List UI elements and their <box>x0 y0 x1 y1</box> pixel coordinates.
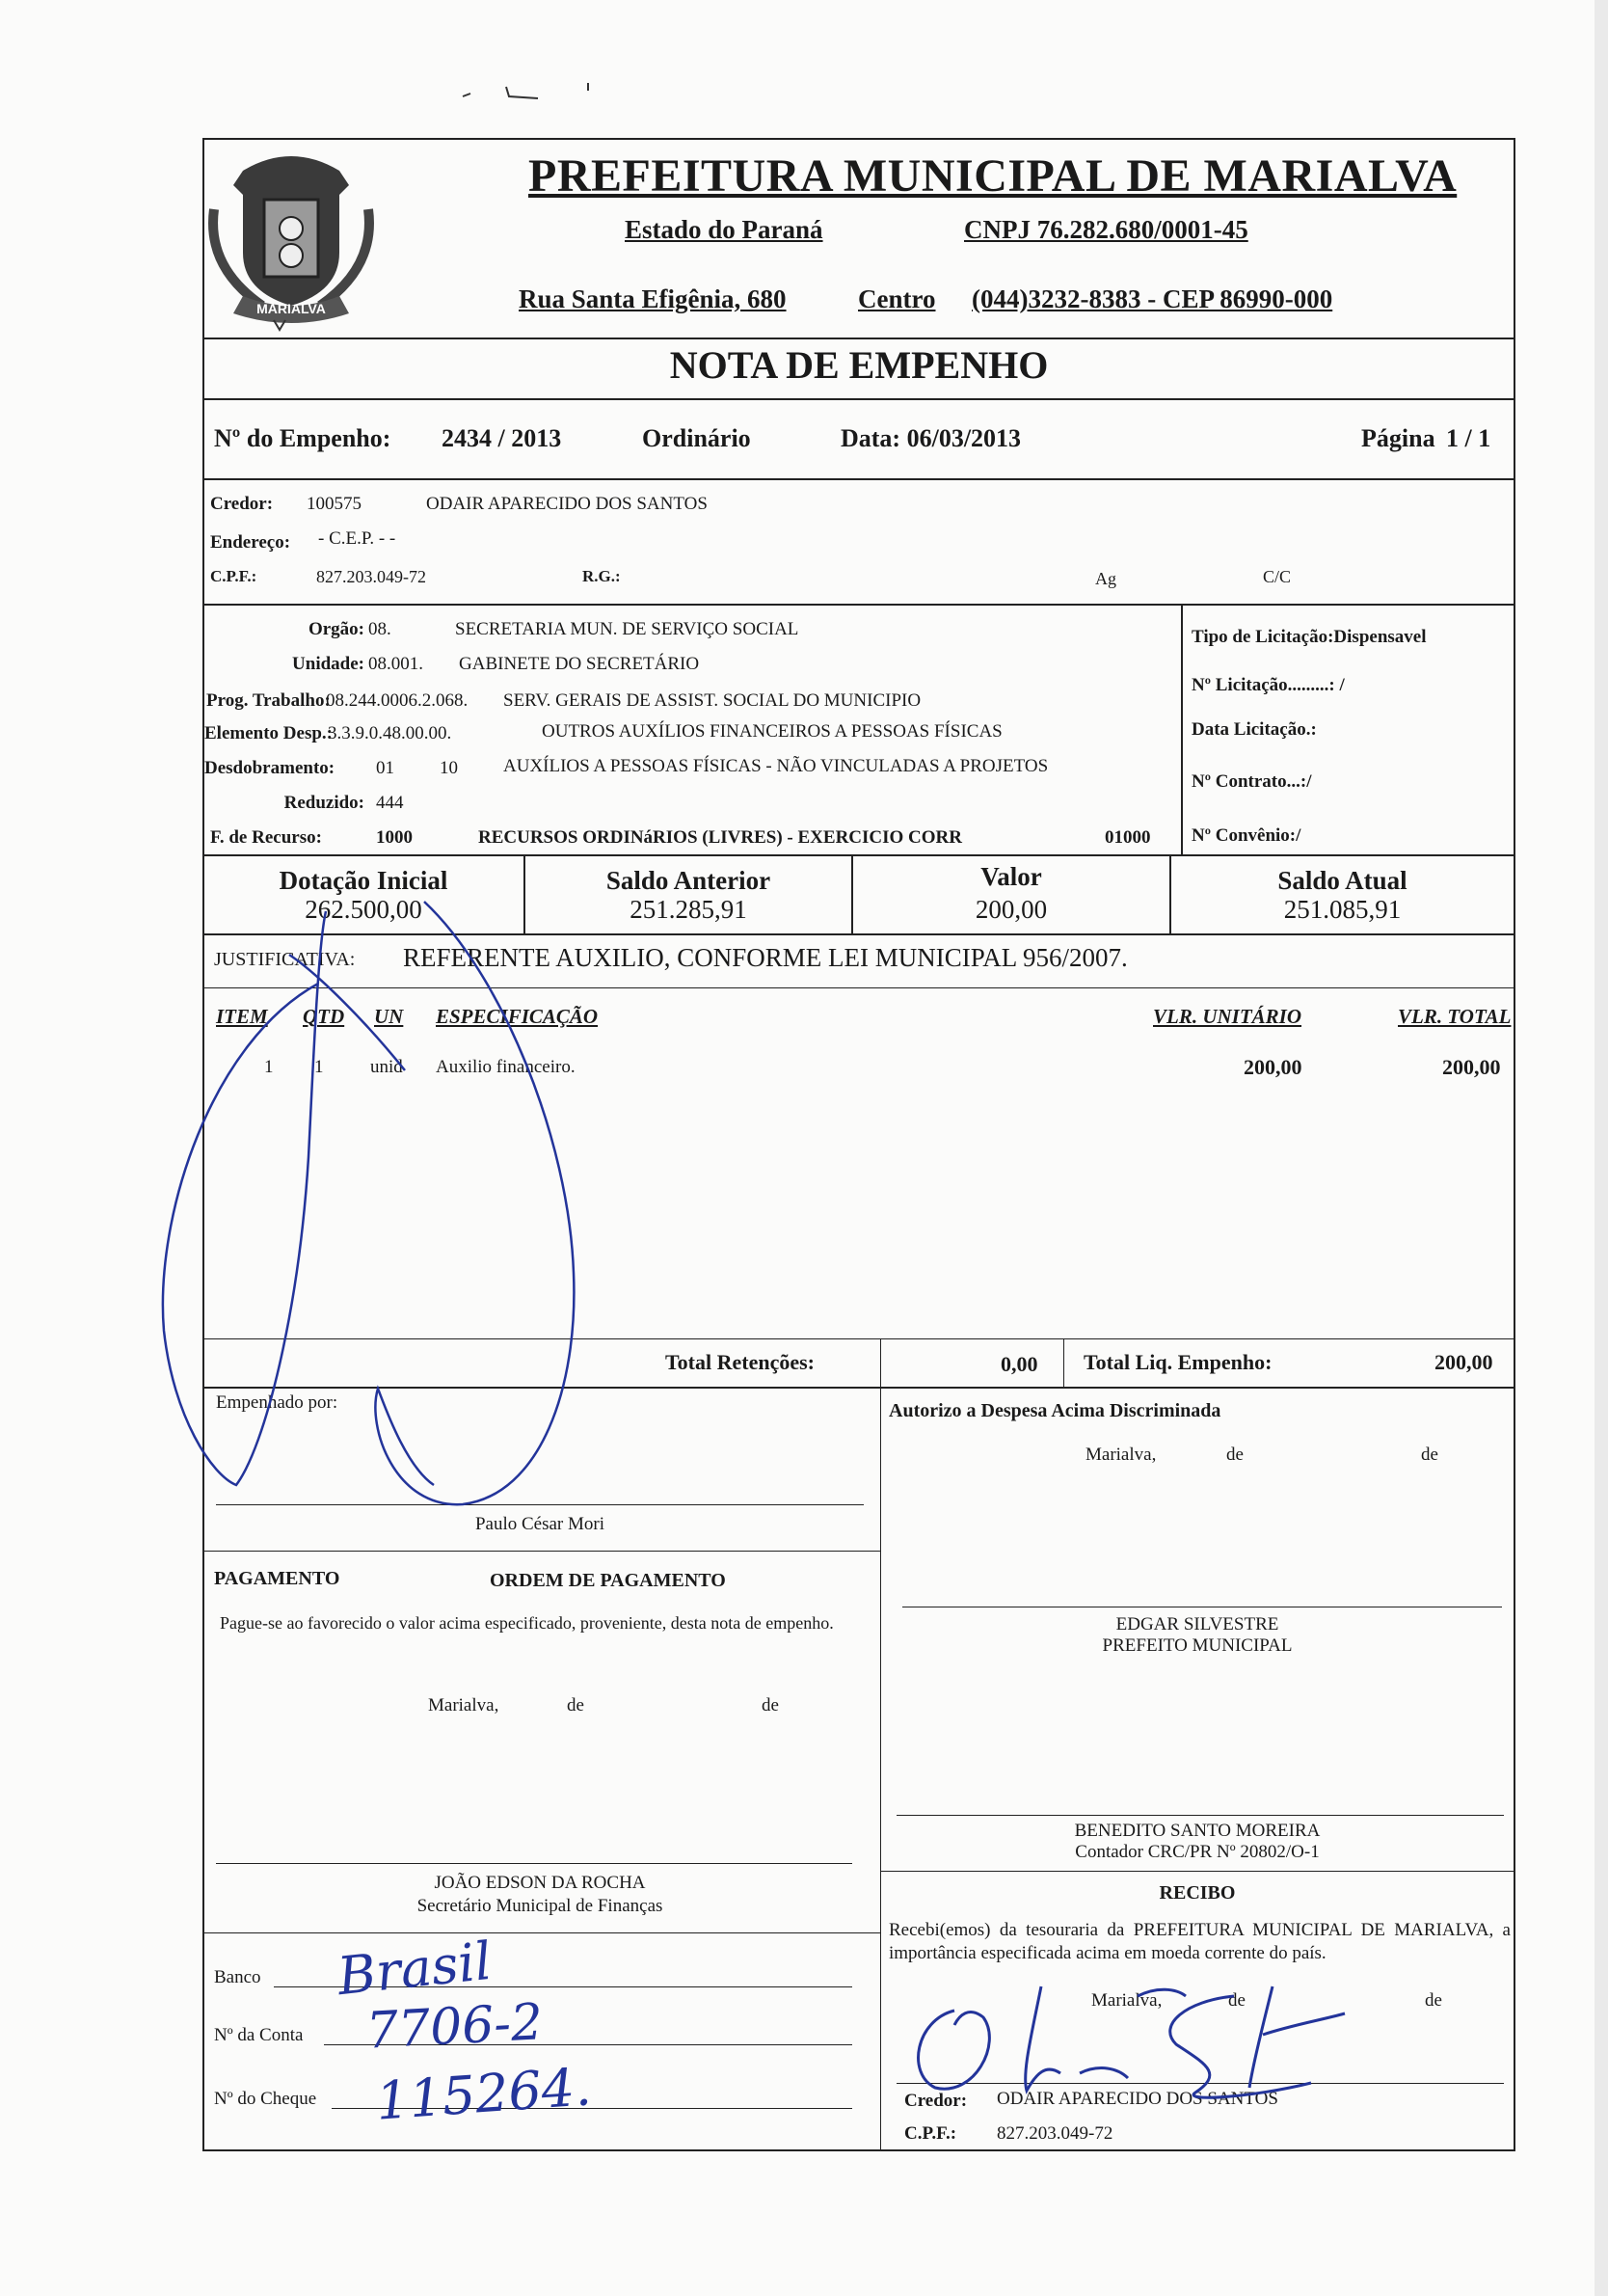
recibo-credor-value: ODAIR APARECIDO DOS SANTOS <box>997 2089 1278 2109</box>
pagamento-city: Marialva, <box>428 1695 499 1715</box>
prog-code: 08.244.0006.2.068. <box>326 690 469 711</box>
liq-value: 200,00 <box>1434 1350 1493 1374</box>
recibo-city: Marialva, <box>1091 1990 1163 2011</box>
doc-title: NOTA DE EMPENHO <box>669 343 1049 387</box>
reduzido-value: 444 <box>376 793 404 813</box>
recurso-code: 1000 <box>376 827 413 848</box>
justificativa-text: REFERENTE AUXILIO, CONFORME LEI MUNICIPAL 956/2007. <box>403 943 1128 972</box>
contador-name: BENEDITO SANTO MOREIRA <box>1074 1821 1321 1841</box>
anterior-label: Saldo Anterior <box>605 866 771 895</box>
desd-label: Desdobramento: <box>204 758 335 778</box>
row-item: 1 <box>264 1057 274 1077</box>
pagamento-de2: de <box>762 1695 779 1715</box>
pagamento-signer-role: Secretário Municipal de Finanças <box>416 1896 663 1916</box>
autorizo-de2: de <box>1421 1445 1438 1465</box>
conta-label: Nº da Conta <box>214 2025 304 2045</box>
recibo-cpf-value: 827.203.049-72 <box>997 2123 1113 2144</box>
empenhado-signer: Paulo César Mori <box>474 1514 605 1534</box>
autorizo-title: Autorizo a Despesa Acima Discriminada <box>889 1400 1221 1421</box>
elem-label: Elemento Desp.: <box>204 723 333 743</box>
unidade-code: 08.001. <box>368 654 423 674</box>
row-total: 200,00 <box>1442 1055 1501 1079</box>
licitacao-numero: Nº Licitação.........: / <box>1192 675 1345 695</box>
dotacao-value: 262.500,00 <box>305 895 422 924</box>
authorizer-signature <box>163 902 574 1504</box>
empenho-label: Nº do Empenho: <box>214 424 391 452</box>
credor-label: Credor: <box>210 494 274 514</box>
row-unit: 200,00 <box>1244 1055 1302 1079</box>
pagamento-label: PAGAMENTO <box>214 1568 340 1589</box>
header-district: Centro <box>858 284 936 313</box>
header-phone-cep: (044)3232-8383 - CEP 86990-000 <box>972 284 1333 313</box>
valor-label: Valor <box>980 862 1042 891</box>
liq-label: Total Liq. Empenho: <box>1084 1350 1273 1374</box>
recurso-name: RECURSOS ORDINáRIOS (LIVRES) - EXERCICIO CORR <box>478 827 962 848</box>
header-title: PREFEITURA MUNICIPAL DE MARIALVA <box>528 150 1458 202</box>
endereco-label: Endereço: <box>210 532 291 553</box>
banco-handwritten: Brasil <box>335 1930 495 2008</box>
pagamento-de1: de <box>567 1695 584 1715</box>
justificativa-label: JUSTIFICATIVA: <box>214 949 356 970</box>
desd-code2: 10 <box>440 758 458 778</box>
recibo-title: RECIBO <box>1159 1882 1236 1904</box>
dotacao-label: Dotação Inicial <box>279 866 448 895</box>
empenho-type: Ordinário <box>642 424 751 452</box>
recibo-de1: de <box>1228 1990 1246 2011</box>
valor-value: 200,00 <box>975 895 1048 924</box>
header-cnpj: CNPJ 76.282.680/0001-45 <box>964 215 1248 244</box>
pagamento-text: Pague-se ao favorecido o valor acima especificado, proveniente, desta nota de empenho. <box>220 1613 834 1633</box>
page-value: 1 / 1 <box>1446 424 1491 452</box>
prog-label: Prog. Trabalho: <box>206 690 331 711</box>
ag-label: Ag <box>1095 569 1116 588</box>
prog-name: SERV. GERAIS DE ASSIST. SOCIAL DO MUNICIPIO <box>503 690 922 711</box>
elem-name: OUTROS AUXÍLIOS FINANCEIROS A PESSOAS FÍSICAS <box>542 721 1003 742</box>
retencoes-label: Total Retenções: <box>665 1350 815 1374</box>
licitacao-convenio: Nº Convênio:/ <box>1192 825 1301 846</box>
rg-label: R.G.: <box>582 567 621 585</box>
cc-label: C/C <box>1263 567 1292 586</box>
orgao-name: SECRETARIA MUN. DE SERVIÇO SOCIAL <box>455 619 799 639</box>
reduzido-label: Reduzido: <box>283 793 364 813</box>
col-spec: ESPECIFICAÇÃO <box>436 1005 599 1028</box>
credor-code: 100575 <box>307 494 362 514</box>
recurso-num: 01000 <box>1105 827 1151 848</box>
licitacao-tipo: Tipo de Licitação:Dispensavel <box>1192 627 1427 647</box>
endereco-value: - C.E.P. - - <box>318 528 396 549</box>
conta-handwritten: 7706-2 <box>364 1993 545 2061</box>
recibo-credor-label: Credor: <box>904 2091 968 2111</box>
row-un: unid <box>370 1057 403 1077</box>
anterior-value: 251.285,91 <box>630 895 747 924</box>
cheque-handwritten: 115264. <box>374 2056 594 2132</box>
autorizo-signer-name: EDGAR SILVESTRE <box>1115 1614 1279 1634</box>
autorizo-city: Marialva, <box>1085 1445 1157 1465</box>
empenhado-label: Empenhado por: <box>216 1392 338 1413</box>
credor-name: ODAIR APARECIDO DOS SANTOS <box>426 494 708 514</box>
empenho-number: 2434 / 2013 <box>442 424 562 452</box>
pagamento-title: ORDEM DE PAGAMENTO <box>490 1570 726 1591</box>
recibo-text: Recebi(emos) da tesouraria da PREFEITURA MUNICIPAL DE MARIALVA, a importância especificada acima em moeda corrente do país. <box>889 1920 1511 1963</box>
row-spec: Auxilio financeiro. <box>436 1057 576 1077</box>
contador-role: Contador CRC/PR Nº 20802/O-1 <box>1075 1842 1320 1862</box>
autorizo-de1: de <box>1226 1445 1244 1465</box>
atual-label: Saldo Atual <box>1277 866 1407 895</box>
orgao-label: Orgão: <box>308 619 364 639</box>
licitacao-contrato: Nº Contrato...:/ <box>1192 771 1312 792</box>
autorizo-signer-role: PREFEITO MUNICIPAL <box>1102 1635 1293 1656</box>
unidade-label: Unidade: <box>292 654 364 674</box>
unidade-name: GABINETE DO SECRETÁRIO <box>459 654 700 674</box>
pagamento-signer-name: JOÃO EDSON DA ROCHA <box>434 1873 646 1893</box>
header-address: Rua Santa Efigênia, 680 <box>519 284 787 313</box>
desd-name: AUXÍLIOS A PESSOAS FÍSICAS - NÃO VINCULADAS A PROJETOS <box>503 756 1049 776</box>
col-qtd: QTD <box>303 1005 345 1028</box>
row-qtd: 1 <box>314 1057 324 1077</box>
header-state: Estado do Paraná <box>625 215 823 244</box>
banco-label: Banco <box>214 1967 261 1987</box>
col-unit: VLR. UNITÁRIO <box>1153 1005 1302 1028</box>
empenho-date: Data: 06/03/2013 <box>841 424 1022 452</box>
elem-code: 3.3.9.0.48.00.00. <box>328 723 452 743</box>
recibo-cpf-label: C.P.F.: <box>904 2123 957 2144</box>
licitacao-data: Data Licitação.: <box>1192 719 1317 740</box>
retencoes-value: 0,00 <box>1001 1352 1038 1376</box>
col-total: VLR. TOTAL <box>1398 1005 1512 1028</box>
recibo-de2: de <box>1425 1990 1442 2011</box>
atual-value: 251.085,91 <box>1283 895 1402 924</box>
orgao-code: 08. <box>368 619 391 639</box>
cpf-label: C.P.F.: <box>210 567 257 585</box>
desd-code1: 01 <box>376 758 394 778</box>
col-un: UN <box>374 1005 404 1028</box>
recurso-label: F. de Recurso: <box>210 827 322 848</box>
page-label: Página <box>1361 424 1435 452</box>
col-item: ITEM <box>216 1005 268 1028</box>
crest-banner-text: MARIALVA <box>256 301 326 316</box>
cheque-label: Nº do Cheque <box>214 2089 317 2109</box>
creditor-signature <box>919 1986 1345 2097</box>
cpf-value: 827.203.049-72 <box>316 567 426 586</box>
